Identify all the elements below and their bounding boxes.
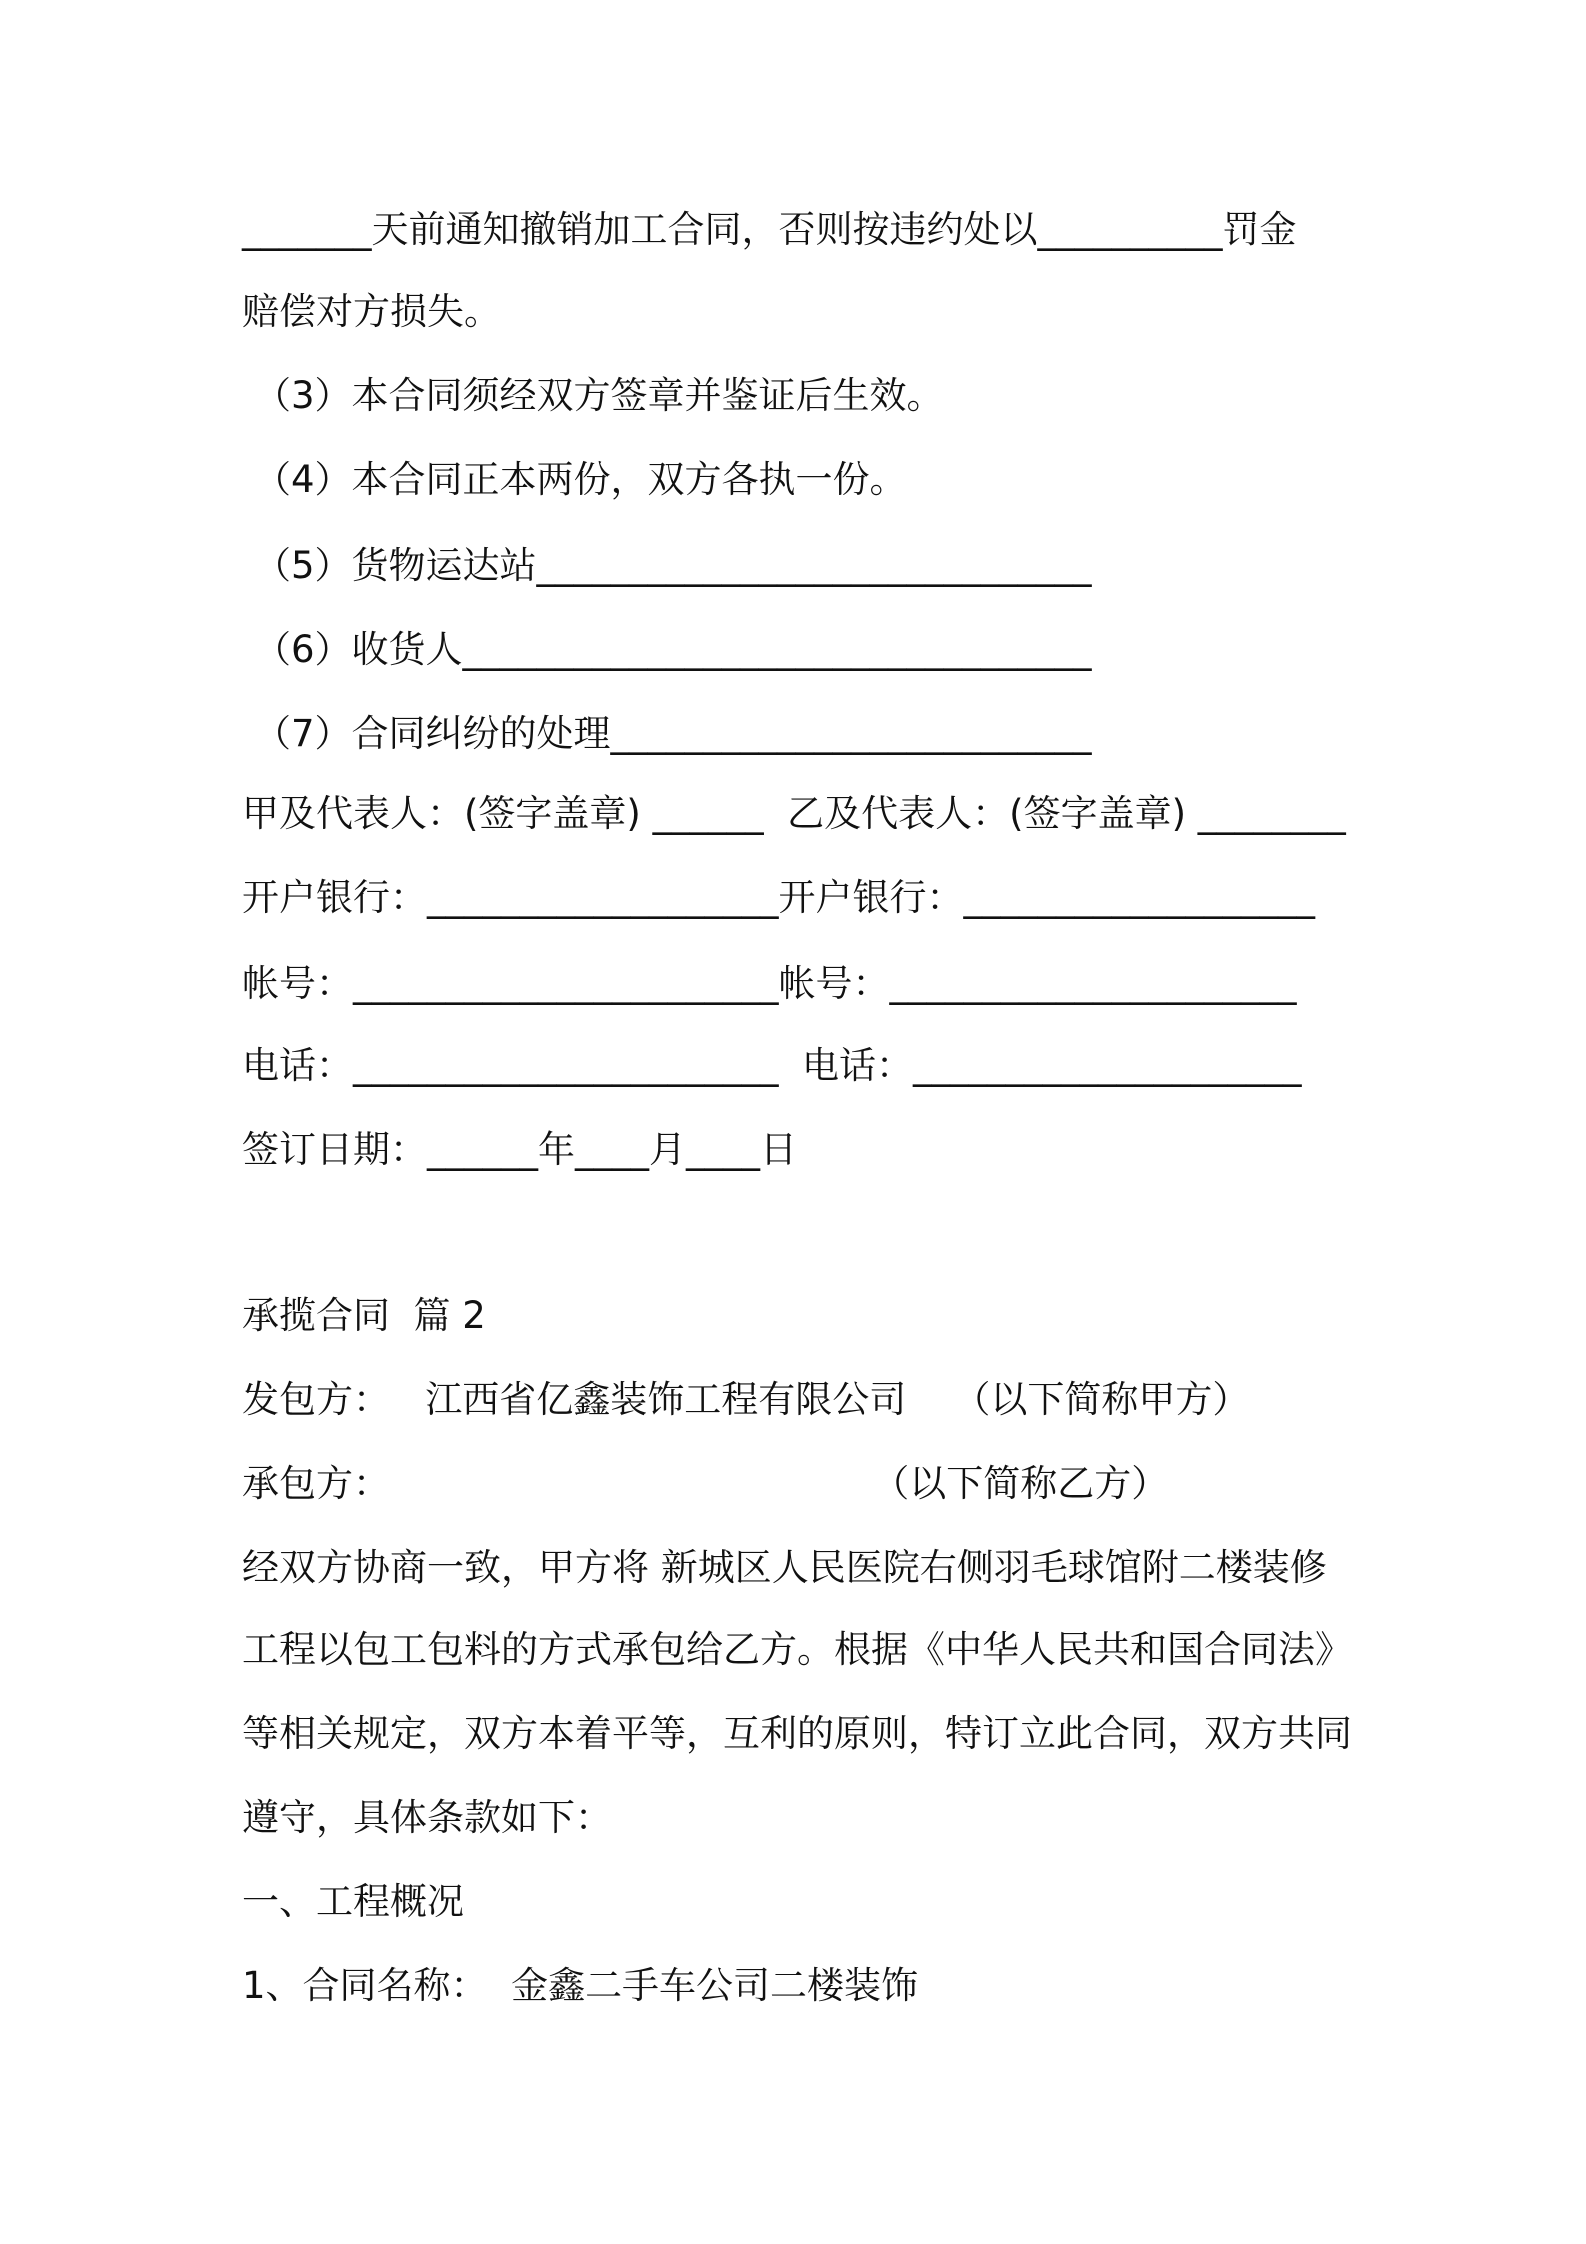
party-b: 承包方： （以下简称乙方） (242, 1462, 1169, 1505)
body-paragraph-line-1: 经双方协商一致，甲方将 新城区人民医院右侧羽毛球馆附二楼装修 (242, 1546, 1327, 1589)
body-paragraph-line-2: 工程以包工包料的方式承包给乙方。根据《中华人民共和国合同法》 (242, 1628, 1352, 1671)
phone-info: 电话：_______________________ 电话：_____________________ (242, 1044, 1302, 1087)
sign-date: 签订日期：______年____月____日 (242, 1128, 797, 1171)
heading-project-overview: 一、工程概况 (242, 1880, 464, 1923)
party-a: 发包方： 江西省亿鑫装饰工程有限公司 （以下简称甲方） (242, 1378, 1250, 1421)
clause-3: （3）本合同须经双方签章并鉴证后生效。 (254, 374, 944, 417)
clause-6: （6）收货人__________________________________ (254, 628, 1092, 671)
contract-name: 1、合同名称： 金鑫二手车公司二楼装饰 (242, 1964, 919, 2007)
section-title: 承揽合同 篇 2 (242, 1294, 486, 1337)
clause-4: （4）本合同正本两份，双方各执一份。 (254, 458, 907, 501)
clause-5: （5）货物运达站______________________________ (254, 544, 1092, 587)
text-line-notice: _______天前通知撤销加工合同，否则按违约处以__________罚金 (242, 208, 1297, 251)
bank-info: 开户银行：___________________开户银行：___________________ (242, 876, 1315, 919)
body-paragraph-line-4: 遵守，具体条款如下： (242, 1796, 612, 1839)
clause-7: （7）合同纠纷的处理__________________________ (254, 712, 1092, 755)
account-info: 帐号：_______________________帐号：______________________ (242, 962, 1297, 1005)
body-paragraph-line-3: 等相关规定，双方本着平等，互利的原则，特订立此合同，双方共同 (242, 1712, 1352, 1755)
text-line-compensation: 赔偿对方损失。 (242, 290, 501, 333)
signature-representatives: 甲及代表人：(签字盖章) ______ 乙及代表人：(签字盖章) ________ (242, 792, 1346, 835)
